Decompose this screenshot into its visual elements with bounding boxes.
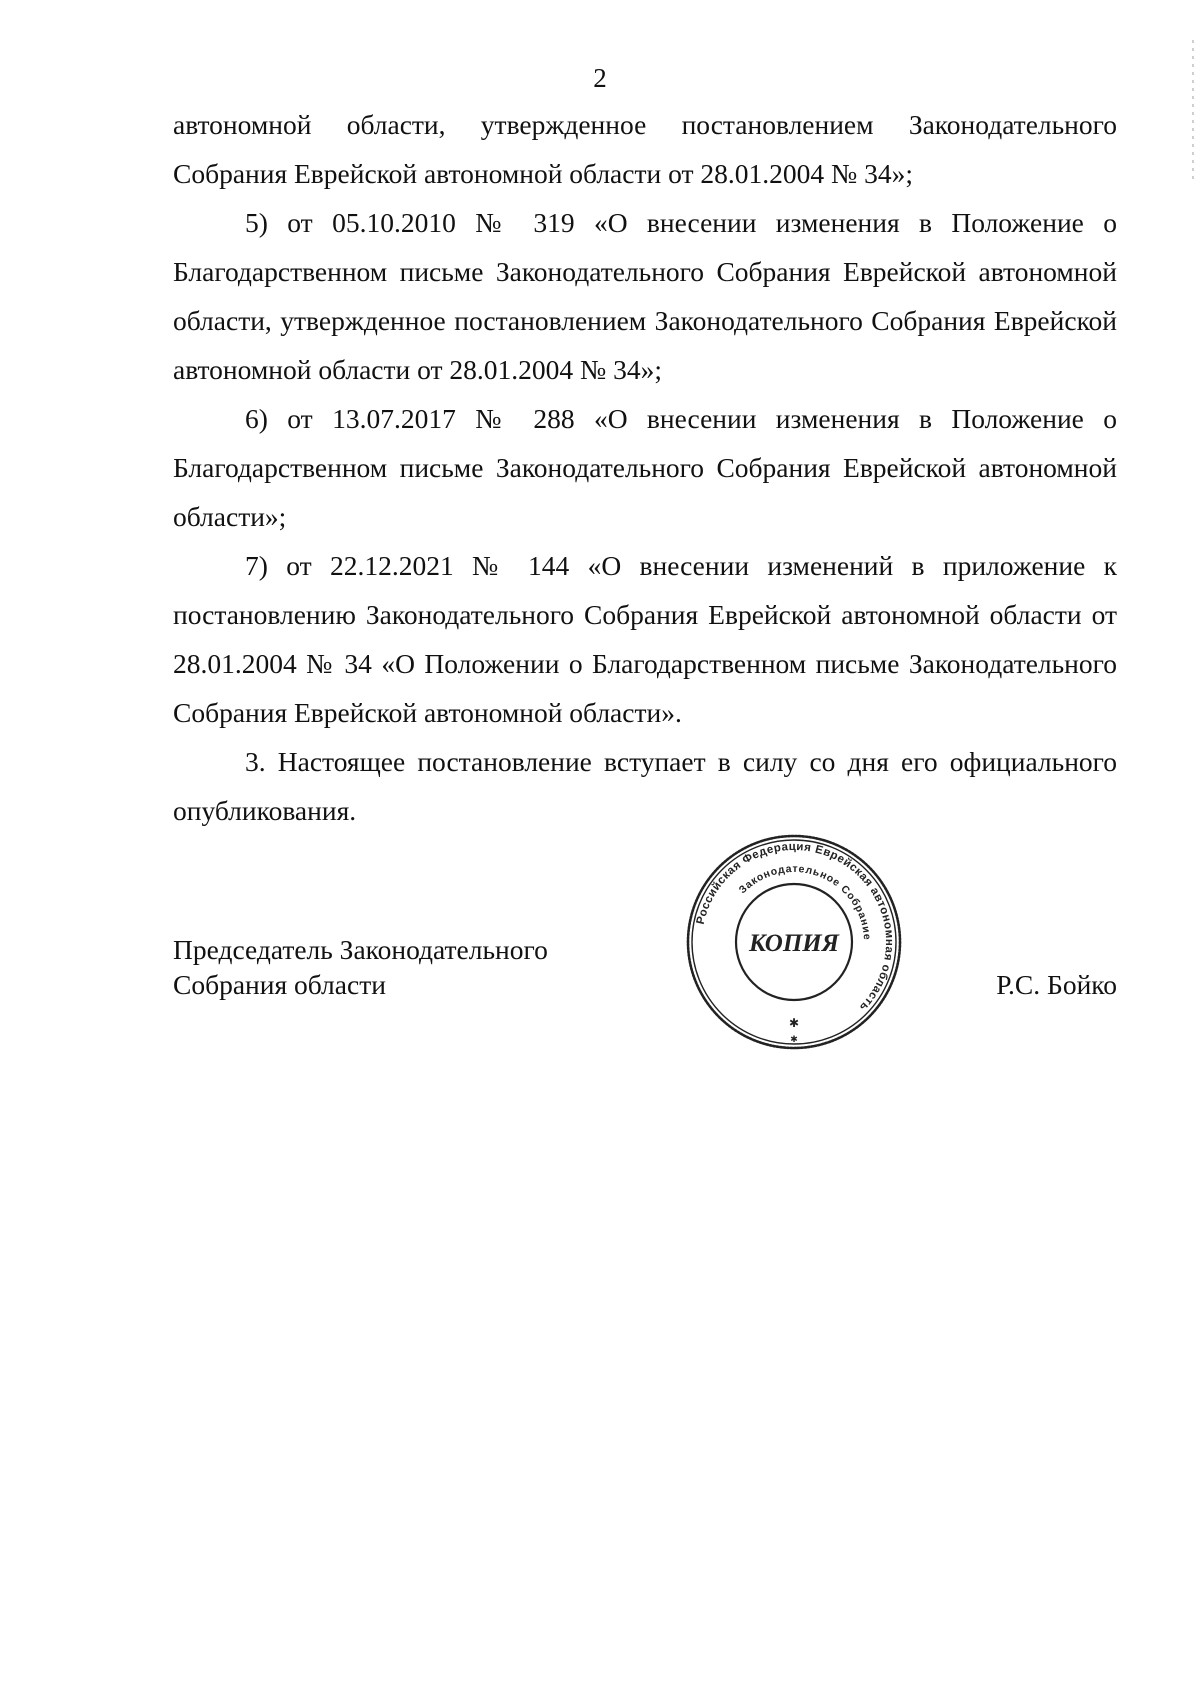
official-seal-stamp	[682, 830, 906, 1054]
paragraph-item-7: 7) от 22.12.2021 № 144 «О внесении изменений в приложение к постановлению Законодательного Собрания Еврейской автономной области от 28.01.2004 № 34 «О Положении о Благодарственном письме Законодательного Собрания Еврейской автономной области».	[173, 550, 1117, 728]
signatory-title-line-2: Собрания области	[173, 969, 386, 1000]
scan-edge-artifact	[1192, 40, 1194, 180]
seal-inner-ring-text: Законодательное Собрание	[736, 862, 874, 941]
signatory-title	[173, 932, 548, 1002]
signatory-name: Р.С. Бойко	[996, 969, 1117, 1000]
paragraph-item-5: 5) от 05.10.2010 № 319 «О внесении изменения в Положение о Благодарственном письме Законодательного Собрания Еврейской автономной области, утвержденное постановлением Законодательного Собрания Еврейской автономной области от 28.01.2004 № 34»;	[173, 207, 1117, 385]
document-body	[173, 100, 1117, 835]
seal-outer-ring-text: Российская Федерация Еврейская автономная область	[694, 840, 896, 1014]
paragraph-item-6: 6) от 13.07.2017 № 288 «О внесении изменения в Положение о Благодарственном письме Законодательного Собрания Еврейской автономной области»;	[173, 403, 1117, 532]
paragraph-continuation: автономной области, утвержденное постановлением Законодательного Собрания Еврейской автономной области от 28.01.2004 № 34»;	[173, 109, 1117, 189]
seal-center-text: КОПИЯ	[749, 930, 839, 957]
seal-star-icon: ✱	[788, 1016, 800, 1030]
seal-star-small-icon: ✱	[790, 1034, 798, 1044]
page-number: 2	[593, 63, 607, 93]
signatory-title-line-1: Председатель Законодательного	[173, 934, 548, 965]
paragraph-clause-3: 3. Настоящее постановление вступает в силу со дня его официального опубликования.	[173, 746, 1117, 826]
